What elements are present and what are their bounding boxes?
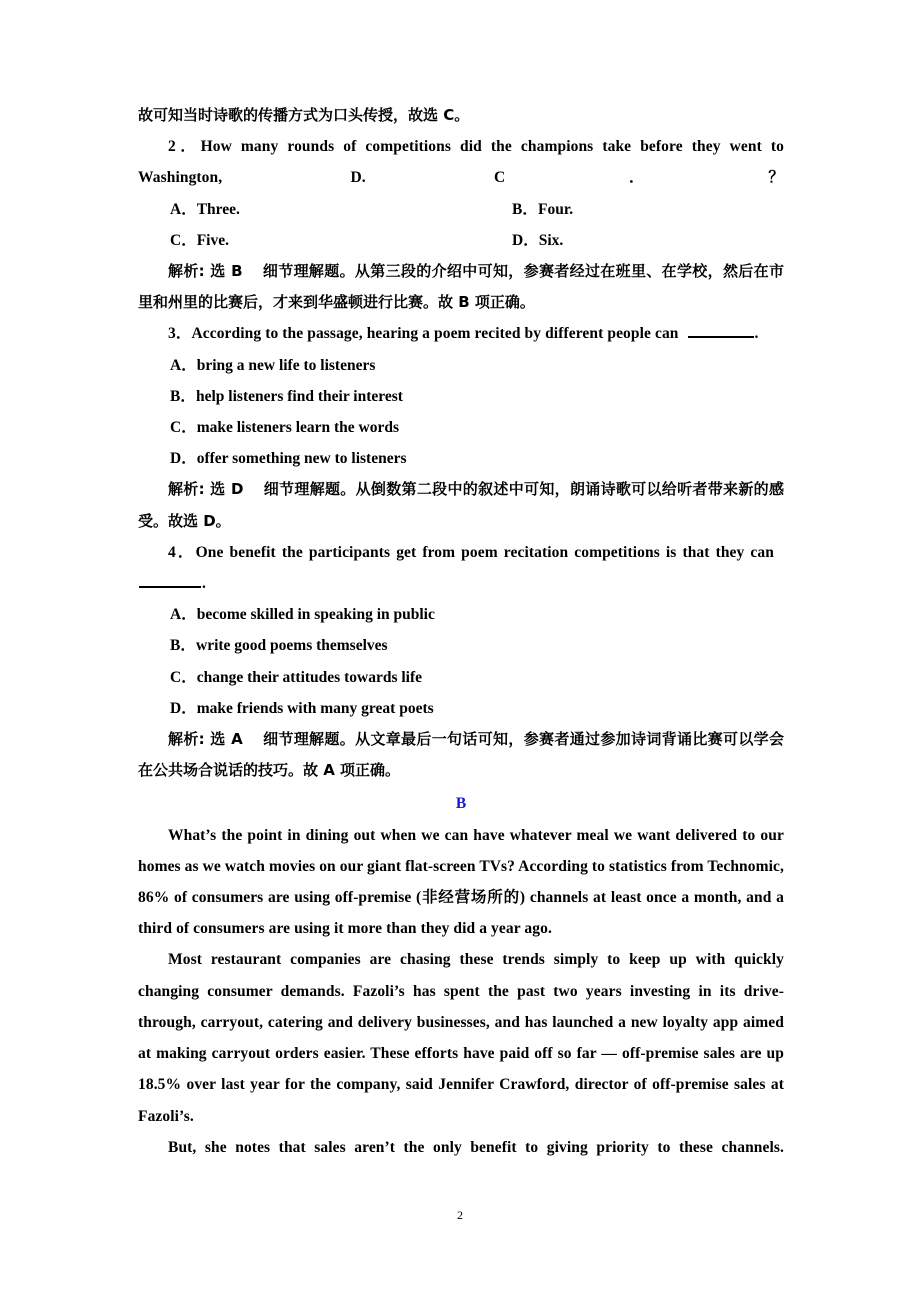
analysis-choice: 选 A — [210, 730, 243, 749]
question-3-number: 3． — [168, 325, 192, 343]
analysis-type: 细节理解题。 — [262, 730, 356, 749]
question-4-terminator: . — [202, 575, 206, 593]
option-4-D[interactable] — [138, 693, 784, 724]
passage-paragraph-1: What’s the point in dining out when we can have whatever meal we want delivered to our homes as we watch movies on our giant flat-screen TVs? According to statistics from Technomic, 86% of consumers are using off-premise (非经营场所的) channels at least once a month, and a third of consumers are using it more than they did a year ago. — [138, 826, 784, 938]
option-text: help listeners find their interest — [196, 387, 403, 405]
option-2-D[interactable] — [512, 225, 854, 256]
question-3-text: According to the passage, hearing a poem recited by different people can — [191, 325, 679, 343]
question-2-options-row-1 — [138, 194, 784, 225]
question-2-number: 2． — [168, 138, 201, 156]
option-3-C[interactable] — [138, 412, 784, 443]
question-2-analysis — [138, 256, 784, 318]
option-text: Six. — [538, 231, 564, 249]
option-letter: D． — [170, 450, 197, 468]
option-letter: C． — [170, 419, 197, 437]
option-4-A[interactable] — [138, 599, 784, 630]
question-4-stem — [138, 537, 784, 599]
option-2-C[interactable] — [170, 225, 512, 256]
option-text: Four. — [538, 200, 574, 218]
question-4-text: One benefit the participants get from poem recitation competitions is that they can — [195, 543, 774, 561]
question-3-terminator: . — [754, 325, 759, 343]
analysis-label: 解析: — [168, 262, 205, 281]
option-letter: C． — [170, 668, 197, 686]
analysis-label: 解析: — [168, 730, 205, 749]
option-text: make listeners learn the words — [196, 419, 400, 437]
option-letter: D． — [170, 699, 197, 717]
option-letter: A． — [170, 356, 197, 374]
intro-analysis-line: 故可知当时诗歌的传播方式为口头传授，故选 C。 — [138, 106, 470, 124]
analysis-label: 解析: — [168, 480, 205, 499]
analysis-text: 从倒数第二段中的叙述中可知，朗诵诗歌可以给听者带来新的感受。故选 D。 — [138, 480, 784, 530]
analysis-choice: 选 D — [210, 480, 244, 499]
option-4-B[interactable] — [138, 630, 784, 661]
option-3-D[interactable] — [138, 443, 784, 474]
option-text: write good poems themselves — [196, 637, 388, 655]
analysis-text: 从文章最后一句话可知，参赛者通过参加诗词背诵比赛可以学会在公共场合说话的技巧。故 A 项正确。 — [138, 730, 784, 780]
question-2-text: How many rounds of competitions did the champions take before they went to Washington, D. C．？ — [138, 138, 784, 187]
option-text: offer something new to listeners — [196, 450, 407, 468]
analysis-type: 细节理解题。 — [262, 262, 355, 281]
passage-paragraph-3: But, she notes that sales aren’t the only benefit to giving priority to these channels. — [168, 1138, 784, 1156]
question-3-analysis — [138, 474, 784, 536]
option-letter: A． — [170, 606, 197, 624]
page-content — [138, 100, 784, 1163]
question-4-number: 4． — [168, 543, 196, 561]
option-text: become skilled in speaking in public — [196, 606, 435, 624]
page-number: 2 — [457, 1208, 463, 1222]
option-text: Three. — [196, 200, 240, 218]
option-2-B[interactable] — [512, 194, 854, 225]
option-3-A[interactable] — [138, 350, 784, 381]
option-2-A[interactable] — [170, 194, 512, 225]
question-3-stem — [138, 318, 784, 349]
option-letter: A． — [170, 200, 197, 218]
option-letter: C． — [170, 231, 197, 249]
option-text: bring a new life to listeners — [196, 356, 376, 374]
answer-blank — [139, 575, 201, 588]
option-text: make friends with many great poets — [196, 699, 434, 717]
option-letter: B． — [170, 637, 196, 655]
option-3-B[interactable] — [138, 381, 784, 412]
answer-blank — [688, 325, 754, 338]
option-4-C[interactable] — [138, 662, 784, 693]
question-2-stem — [138, 131, 784, 193]
analysis-type: 细节理解题。 — [263, 480, 356, 499]
option-letter: D． — [512, 231, 539, 249]
option-letter: B． — [170, 387, 196, 405]
option-text: change their attitudes towards life — [196, 668, 423, 686]
question-4-analysis — [138, 724, 784, 786]
passage-paragraph-2: Most restaurant companies are chasing these trends simply to keep up with quickly changing consumer demands. Fazoli’s has spent the past two years investing in its drive-through, carryout, catering and delivery businesses, and has launched a new loyalty app aimed at making carryout orders easier. These efforts have paid off so far — off-premise sales are up 18.5% over last year for the company, said Jennifer Crawford, director of off-premise sales at Fazoli’s. — [138, 951, 784, 1125]
option-letter: B． — [512, 200, 538, 218]
analysis-text: 从第三段的介绍中可知，参赛者经过在班里、在学校，然后在市里和州里的比赛后，才来到华盛顿进行比赛。故 B 项正确。 — [138, 262, 784, 312]
analysis-choice: 选 B — [210, 262, 243, 281]
question-2-options-row-2 — [138, 225, 784, 256]
option-text: Five. — [196, 231, 229, 249]
section-b-heading: B — [455, 795, 467, 813]
